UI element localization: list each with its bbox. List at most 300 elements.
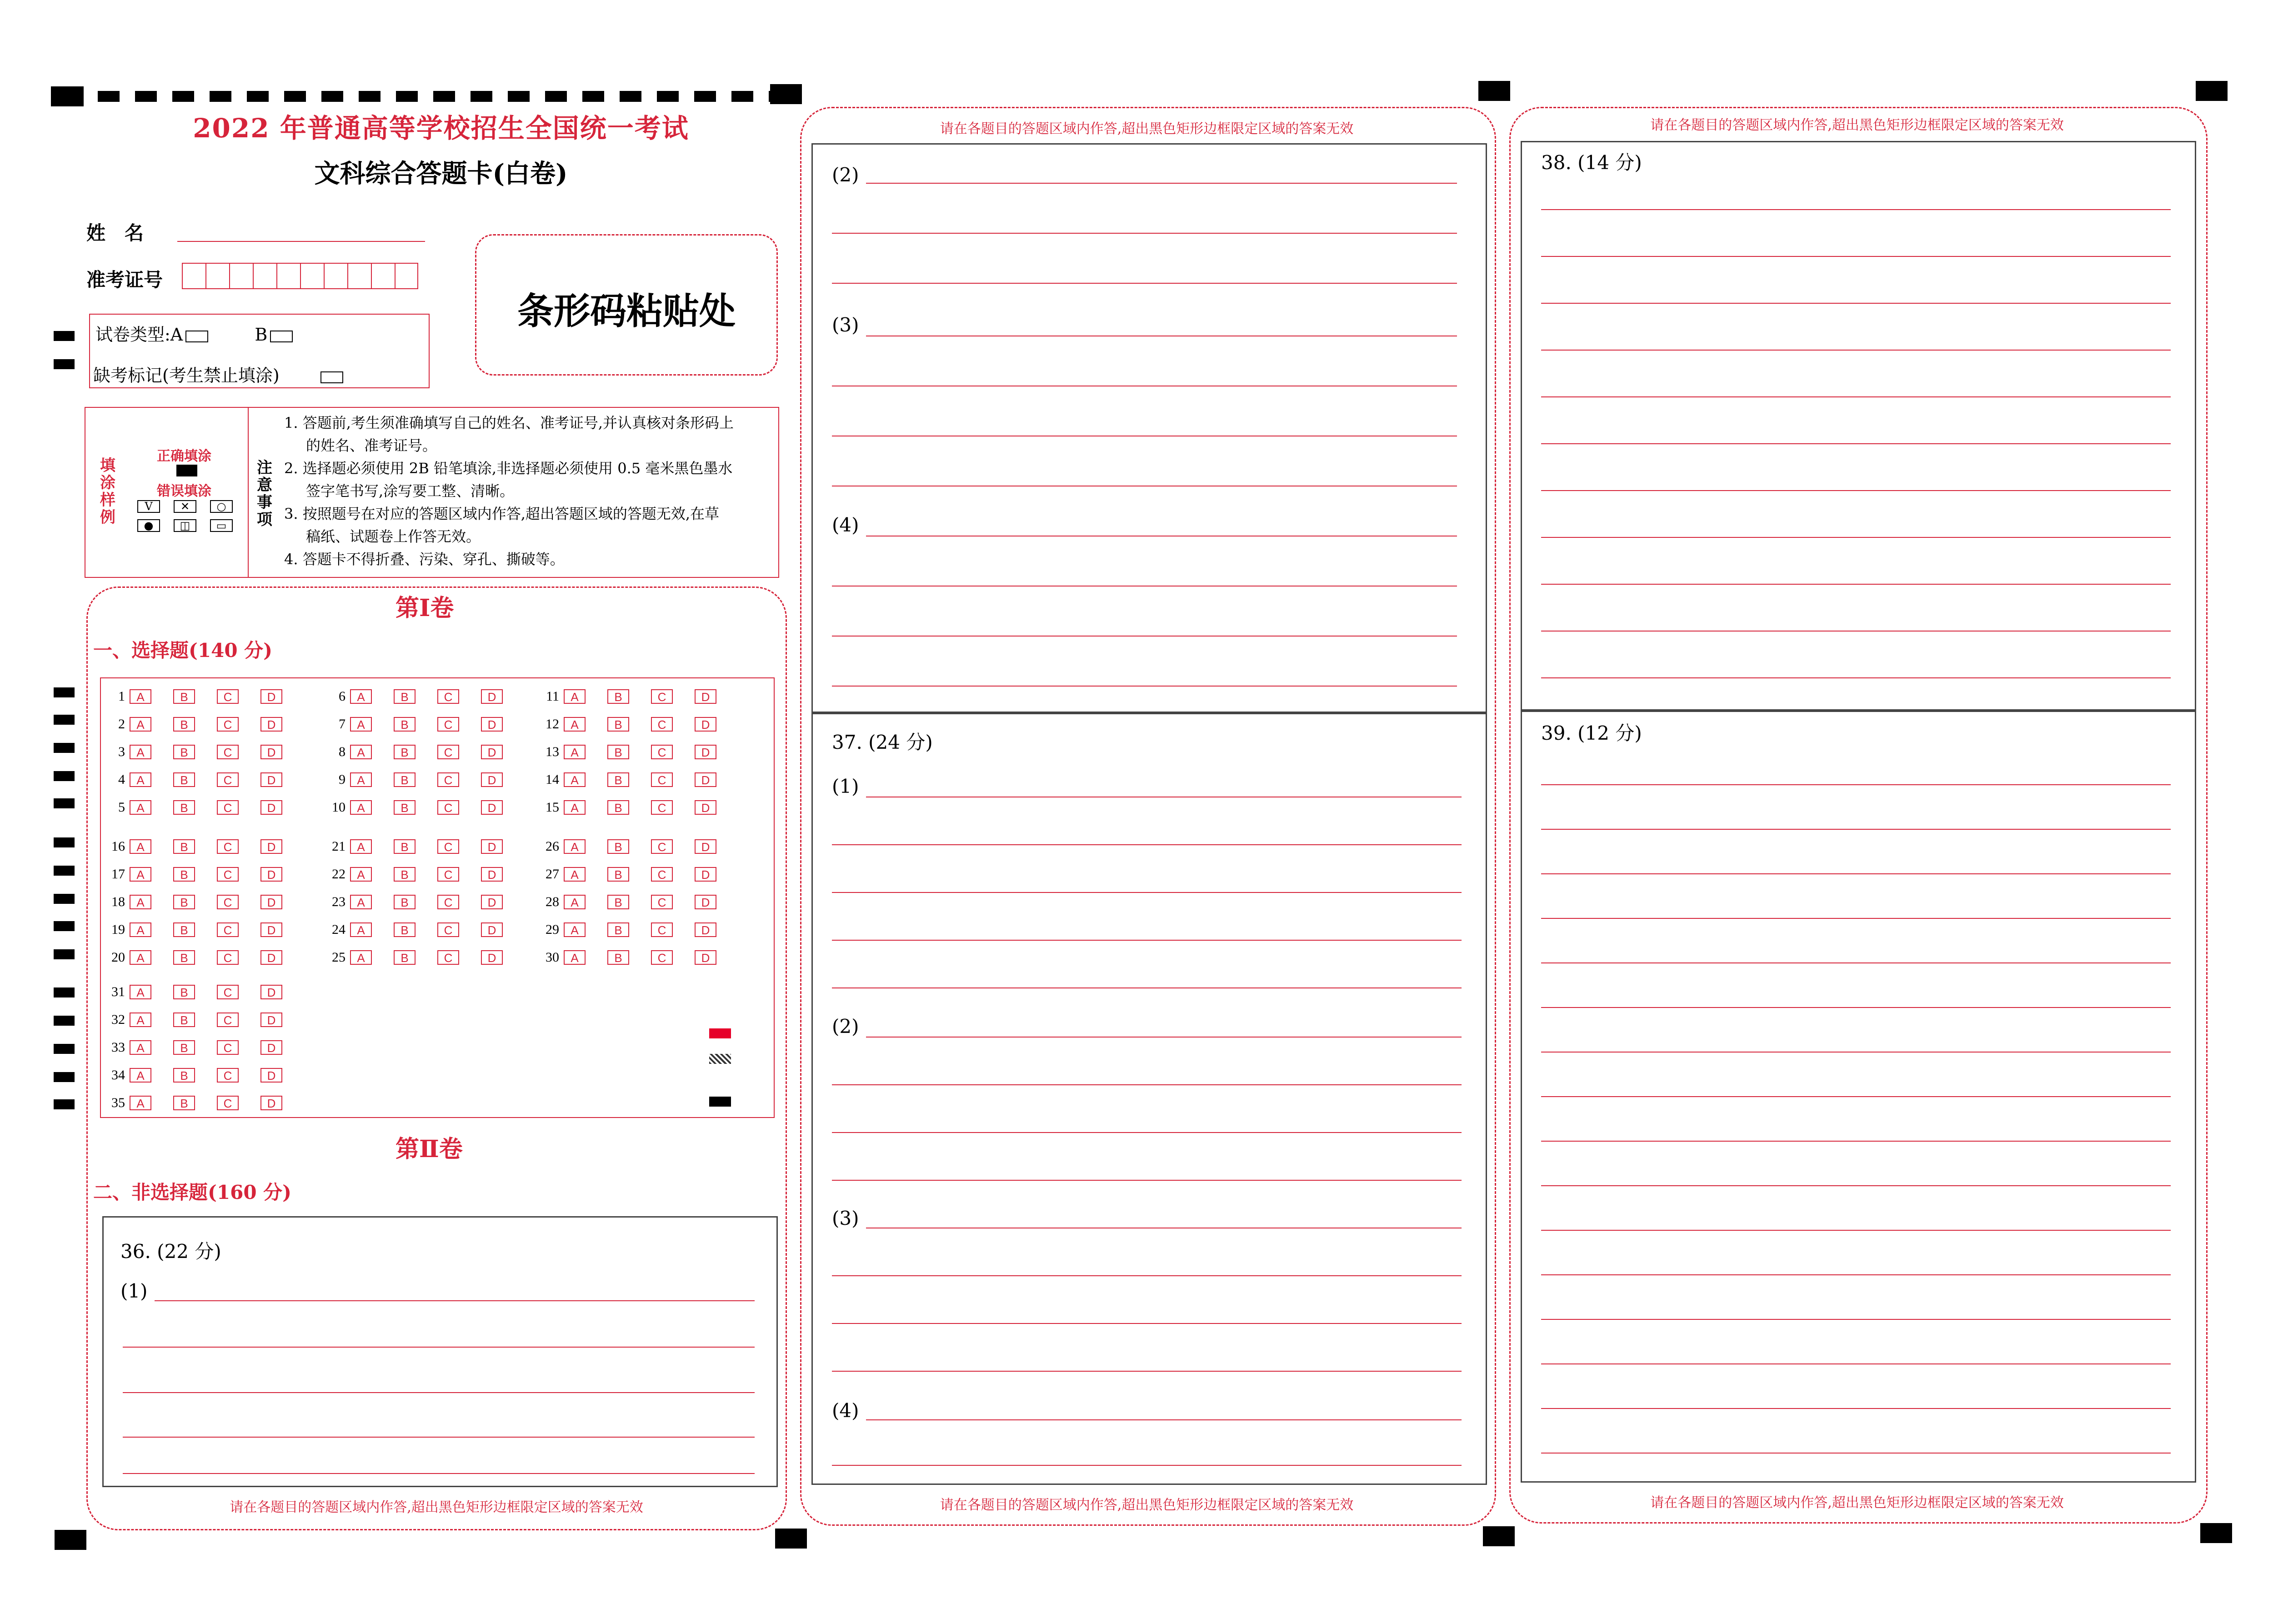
corner-mark-top-mid2 bbox=[1478, 81, 1510, 101]
mcq-question-row bbox=[98, 839, 304, 854]
mcq-option-bubble[interactable]: A bbox=[350, 895, 372, 909]
answer-line[interactable] bbox=[1541, 1141, 2171, 1142]
answer-line[interactable] bbox=[832, 1465, 1462, 1466]
mcq-question-row bbox=[318, 800, 525, 815]
mcq-option-bubble[interactable]: C bbox=[651, 922, 673, 937]
mcq-option-bubble[interactable]: A bbox=[130, 922, 151, 937]
mcq-option-bubble[interactable]: C bbox=[217, 800, 239, 815]
part2-section: 二、非选择题(160 分) bbox=[93, 1181, 292, 1203]
mcq-question-number: 29 bbox=[546, 922, 559, 937]
corner-mark-top-left bbox=[51, 86, 84, 106]
exam-title: 2022 年普通高等学校招生全国统一考试 bbox=[193, 113, 689, 144]
answer-line[interactable] bbox=[832, 636, 1457, 637]
mcq-option-bubble[interactable]: C bbox=[651, 800, 673, 815]
mcq-option-bubble[interactable]: D bbox=[260, 895, 282, 909]
answer-line[interactable] bbox=[866, 1037, 1462, 1038]
side-timing-mark bbox=[54, 687, 75, 697]
mcq-option-bubble[interactable]: D bbox=[260, 689, 282, 704]
mcq-option-bubble[interactable]: D bbox=[260, 985, 282, 999]
mcq-option-bubble[interactable]: A bbox=[564, 689, 586, 704]
mcq-option-bubble[interactable]: A bbox=[350, 867, 372, 882]
mcq-option-bubble[interactable]: B bbox=[394, 950, 416, 965]
notice-divider bbox=[248, 407, 249, 577]
mcq-option-bubble[interactable]: D bbox=[695, 689, 716, 704]
mcq-question-number: 33 bbox=[111, 1040, 125, 1055]
mcq-option-bubble[interactable]: B bbox=[394, 895, 416, 909]
mcq-option-bubble[interactable]: C bbox=[217, 1040, 239, 1055]
mcq-question-number: 8 bbox=[339, 744, 345, 759]
mcq-option-bubble[interactable]: C bbox=[217, 950, 239, 965]
mcq-option-bubble[interactable]: D bbox=[260, 1096, 282, 1110]
answer-line[interactable] bbox=[1541, 537, 2171, 538]
mcq-option-bubble[interactable]: B bbox=[394, 839, 416, 854]
notice-line-7: 4. 答题卡不得折叠、污染、穿孔、撕破等。 bbox=[284, 551, 565, 568]
answer-line[interactable] bbox=[1541, 1363, 2171, 1364]
mcq-question-number: 16 bbox=[111, 839, 125, 854]
mcq-option-bubble[interactable]: C bbox=[437, 922, 459, 937]
answer-line[interactable] bbox=[832, 686, 1457, 687]
side-timing-mark bbox=[54, 866, 75, 876]
mcq-option-bubble[interactable]: B bbox=[607, 895, 629, 909]
mcq-option-bubble[interactable]: D bbox=[695, 895, 716, 909]
mcq-option-bubble[interactable]: A bbox=[564, 867, 586, 882]
mcq-option-bubble[interactable]: C bbox=[651, 772, 673, 787]
mcq-option-bubble[interactable]: A bbox=[130, 1068, 151, 1083]
mcq-option-bubble[interactable]: C bbox=[217, 745, 239, 759]
mcq-option-bubble[interactable]: A bbox=[350, 950, 372, 965]
mcq-option-bubble[interactable]: D bbox=[695, 717, 716, 732]
mcq-option-bubble[interactable]: B bbox=[607, 745, 629, 759]
mcq-option-bubble[interactable]: D bbox=[481, 689, 503, 704]
mcq-option-bubble[interactable]: B bbox=[607, 922, 629, 937]
mcq-option-bubble[interactable]: D bbox=[260, 800, 282, 815]
mcq-option-bubble[interactable]: C bbox=[217, 772, 239, 787]
mcq-option-bubble[interactable]: D bbox=[695, 839, 716, 854]
mcq-option-bubble[interactable]: C bbox=[217, 895, 239, 909]
mcq-option-bubble[interactable]: D bbox=[695, 867, 716, 882]
mcq-option-bubble[interactable]: D bbox=[695, 800, 716, 815]
mcq-option-bubble[interactable]: C bbox=[651, 867, 673, 882]
mcq-option-bubble[interactable]: B bbox=[173, 839, 195, 854]
mcq-option-bubble[interactable]: A bbox=[130, 895, 151, 909]
paper-type-label: 试卷类型:A bbox=[95, 325, 183, 345]
mcq-option-bubble[interactable]: B bbox=[173, 1040, 195, 1055]
mcq-option-bubble[interactable]: A bbox=[350, 800, 372, 815]
fill-wrong-label: 错误填涂 bbox=[157, 483, 211, 499]
mcq-option-bubble[interactable]: A bbox=[564, 895, 586, 909]
mcq-option-bubble[interactable]: A bbox=[564, 950, 586, 965]
mcq-option-bubble[interactable]: A bbox=[350, 745, 372, 759]
mcq-option-bubble[interactable]: D bbox=[260, 922, 282, 937]
answer-line[interactable] bbox=[832, 844, 1462, 845]
answer-line[interactable] bbox=[832, 1275, 1462, 1276]
paper-type-a-box[interactable] bbox=[185, 331, 208, 342]
mcq-question-number: 21 bbox=[332, 839, 345, 854]
answer-line[interactable] bbox=[1541, 1052, 2171, 1053]
mcq-option-bubble[interactable]: A bbox=[130, 867, 151, 882]
mcq-option-bubble[interactable]: A bbox=[564, 745, 586, 759]
mcq-question-row bbox=[98, 744, 304, 760]
mcq-question-number: 6 bbox=[339, 689, 345, 704]
answer-line[interactable] bbox=[832, 1084, 1462, 1085]
mcq-option-bubble[interactable]: A bbox=[130, 717, 151, 732]
mcq-question-number: 15 bbox=[546, 800, 559, 815]
mcq-question-number: 19 bbox=[111, 922, 125, 937]
mcq-question-row bbox=[532, 867, 738, 882]
mcq-option-bubble[interactable]: C bbox=[437, 745, 459, 759]
mcq-option-bubble[interactable]: B bbox=[173, 950, 195, 965]
mcq-question-row bbox=[98, 984, 304, 1000]
mcq-option-bubble[interactable]: C bbox=[217, 1068, 239, 1083]
mcq-option-bubble[interactable]: B bbox=[394, 745, 416, 759]
mcq-option-bubble[interactable]: B bbox=[173, 867, 195, 882]
mcq-option-bubble[interactable]: B bbox=[173, 1012, 195, 1027]
answer-line[interactable] bbox=[1541, 1408, 2171, 1409]
paper-type-b-box[interactable] bbox=[270, 331, 293, 342]
mcq-option-bubble[interactable]: B bbox=[394, 772, 416, 787]
side-timing-mark bbox=[54, 921, 75, 931]
answer-line[interactable] bbox=[832, 940, 1462, 941]
answer-line[interactable] bbox=[1541, 303, 2171, 304]
answer-line[interactable] bbox=[832, 987, 1462, 988]
mcq-question-number: 25 bbox=[332, 950, 345, 965]
mcq-question-number: 14 bbox=[546, 772, 559, 787]
mcq-option-bubble[interactable]: A bbox=[564, 717, 586, 732]
mcq-option-bubble[interactable]: D bbox=[481, 867, 503, 882]
mcq-question-row bbox=[318, 894, 525, 910]
fill-sample-side-label: 填涂样例 bbox=[100, 456, 115, 526]
mcq-option-bubble[interactable]: B bbox=[173, 800, 195, 815]
mcq-option-bubble[interactable]: D bbox=[481, 839, 503, 854]
mcq-option-bubble[interactable]: D bbox=[260, 867, 282, 882]
mcq-option-bubble[interactable]: D bbox=[481, 895, 503, 909]
q36-sub1: (1) bbox=[120, 1280, 148, 1302]
answer-line[interactable] bbox=[1541, 829, 2171, 830]
q38-title: 38. (14 分) bbox=[1541, 151, 1642, 174]
mcq-option-bubble[interactable]: B bbox=[607, 772, 629, 787]
mcq-option-bubble[interactable]: D bbox=[695, 950, 716, 965]
mcq-option-bubble[interactable]: D bbox=[260, 839, 282, 854]
answer-line[interactable] bbox=[1541, 1185, 2171, 1186]
mcq-option-bubble[interactable]: B bbox=[607, 839, 629, 854]
mcq-option-bubble[interactable]: D bbox=[695, 745, 716, 759]
mcq-question-number: 3 bbox=[118, 744, 125, 759]
mcq-question-row bbox=[532, 772, 738, 787]
answer-line[interactable] bbox=[1541, 350, 2171, 351]
mcq-option-bubble[interactable]: C bbox=[651, 950, 673, 965]
answer-line[interactable] bbox=[1541, 1230, 2171, 1231]
mcq-option-bubble[interactable]: D bbox=[481, 717, 503, 732]
mcq-option-bubble[interactable]: D bbox=[481, 800, 503, 815]
mcq-option-bubble[interactable]: D bbox=[481, 772, 503, 787]
mcq-question-number: 7 bbox=[339, 717, 345, 732]
q36-title: 36. (22 分) bbox=[120, 1240, 221, 1263]
mcq-option-bubble[interactable]: C bbox=[217, 839, 239, 854]
mcq-option-bubble[interactable]: D bbox=[695, 922, 716, 937]
mcq-question-row bbox=[532, 922, 738, 937]
answer-line[interactable] bbox=[155, 1300, 755, 1301]
answer-line[interactable] bbox=[1541, 631, 2171, 632]
mcq-question-row bbox=[532, 744, 738, 760]
mcq-option-bubble[interactable]: C bbox=[437, 717, 459, 732]
barcode-label: 条形码粘贴处 bbox=[517, 290, 736, 332]
q36-sub3: (3) bbox=[832, 314, 859, 336]
q36-cont-box bbox=[811, 143, 1487, 714]
notice-line-2: 的姓名、准考证号。 bbox=[306, 437, 437, 454]
mcq-option-bubble[interactable]: B bbox=[607, 800, 629, 815]
mcq-option-bubble[interactable]: D bbox=[481, 950, 503, 965]
mcq-option-bubble[interactable]: A bbox=[350, 717, 372, 732]
mcq-option-bubble[interactable]: B bbox=[607, 950, 629, 965]
answer-line[interactable] bbox=[832, 1180, 1462, 1181]
mcq-question-row bbox=[318, 744, 525, 760]
mcq-question-row bbox=[532, 950, 738, 965]
mcq-question-row bbox=[532, 800, 738, 815]
answer-line[interactable] bbox=[1541, 396, 2171, 397]
mcq-question-row bbox=[98, 800, 304, 815]
mcq-option-bubble[interactable]: B bbox=[394, 867, 416, 882]
mcq-option-bubble[interactable]: A bbox=[564, 922, 586, 937]
answer-line[interactable] bbox=[1541, 1319, 2171, 1320]
mcq-question-row bbox=[98, 950, 304, 965]
mcq-option-bubble[interactable]: C bbox=[651, 689, 673, 704]
mcq-option-bubble[interactable]: A bbox=[130, 689, 151, 704]
mcq-option-bubble[interactable]: D bbox=[260, 717, 282, 732]
answer-line[interactable] bbox=[1541, 677, 2171, 678]
mcq-option-bubble[interactable]: D bbox=[481, 922, 503, 937]
fill-wrong-row2 bbox=[137, 519, 233, 532]
q36-sub2: (2) bbox=[832, 164, 859, 186]
mcq-question-row bbox=[532, 894, 738, 910]
answer-line[interactable] bbox=[1541, 1453, 2171, 1454]
mcq-question-row bbox=[318, 867, 525, 882]
part1-section: 一、选择题(140 分) bbox=[93, 639, 273, 662]
corner-mark-bottom-right bbox=[2200, 1523, 2232, 1543]
q38-box bbox=[1521, 141, 2196, 712]
q37-sub2: (2) bbox=[832, 1015, 859, 1038]
answer-line[interactable] bbox=[832, 1132, 1462, 1133]
answer-line[interactable] bbox=[832, 283, 1457, 284]
mcq-option-bubble[interactable]: A bbox=[564, 772, 586, 787]
side-timing-mark bbox=[54, 1072, 75, 1082]
mcq-option-bubble[interactable]: A bbox=[350, 839, 372, 854]
mcq-option-bubble[interactable]: A bbox=[350, 689, 372, 704]
mcq-option-bubble[interactable]: B bbox=[173, 772, 195, 787]
answer-line[interactable] bbox=[123, 1437, 755, 1438]
mcq-option-bubble[interactable]: C bbox=[217, 922, 239, 937]
q37-sub4: (4) bbox=[832, 1399, 859, 1422]
mcq-option-bubble[interactable]: A bbox=[130, 800, 151, 815]
footer-note-left: 请在各题目的答题区域内作答,超出黑色矩形边框限定区域的答案无效 bbox=[230, 1499, 643, 1515]
absent-row bbox=[93, 361, 343, 386]
mcq-option-bubble[interactable]: B bbox=[607, 867, 629, 882]
mcq-option-bubble[interactable]: C bbox=[437, 895, 459, 909]
side-timing-mark bbox=[54, 837, 75, 847]
mcq-option-bubble[interactable]: A bbox=[130, 985, 151, 999]
mcq-option-bubble[interactable]: A bbox=[130, 745, 151, 759]
mcq-option-bubble[interactable]: C bbox=[651, 839, 673, 854]
notice-line-3: 2. 选择题必须使用 2B 铅笔填涂,非选择题必须使用 0.5 毫米黑色墨水 bbox=[284, 460, 733, 477]
corner-mark-top-mid bbox=[770, 84, 802, 104]
answer-line[interactable] bbox=[1541, 490, 2171, 491]
card-subtitle: 文科综合答题卡(白卷) bbox=[314, 159, 568, 189]
mcq-option-bubble[interactable]: B bbox=[173, 1068, 195, 1083]
mcq-question-number: 4 bbox=[118, 772, 125, 787]
name-label: 姓 名 bbox=[86, 222, 144, 244]
mcq-option-bubble[interactable]: C bbox=[437, 772, 459, 787]
mcq-option-bubble[interactable]: C bbox=[437, 839, 459, 854]
answer-line[interactable] bbox=[1541, 962, 2171, 963]
answer-line[interactable] bbox=[1541, 1274, 2171, 1275]
mcq-question-row bbox=[98, 1012, 304, 1028]
mcq-option-bubble[interactable]: B bbox=[394, 689, 416, 704]
wrong-mark-4: ● bbox=[137, 519, 160, 532]
mcq-option-bubble[interactable]: C bbox=[651, 717, 673, 732]
answer-line[interactable] bbox=[866, 1419, 1462, 1420]
mcq-option-bubble[interactable]: C bbox=[437, 950, 459, 965]
mcq-option-bubble[interactable]: A bbox=[130, 772, 151, 787]
mcq-option-bubble[interactable]: A bbox=[564, 839, 586, 854]
mcq-option-bubble[interactable]: B bbox=[394, 717, 416, 732]
mcq-option-bubble[interactable]: C bbox=[217, 1096, 239, 1110]
mcq-question-number: 30 bbox=[546, 950, 559, 965]
notice-text bbox=[284, 411, 771, 571]
mcq-option-bubble[interactable]: D bbox=[481, 745, 503, 759]
paper-type-b-label: B bbox=[255, 325, 268, 345]
answer-line[interactable] bbox=[1541, 784, 2171, 785]
answer-line[interactable] bbox=[1541, 256, 2171, 257]
wrong-mark-1: V bbox=[137, 500, 160, 513]
mcq-question-row bbox=[98, 894, 304, 910]
footer-note-mid-top: 请在各题目的答题区域内作答,超出黑色矩形边框限定区域的答案无效 bbox=[940, 121, 1354, 137]
side-timing-mark bbox=[54, 715, 75, 725]
mcq-question-row bbox=[318, 689, 525, 704]
mcq-option-bubble[interactable]: C bbox=[651, 745, 673, 759]
mcq-question-row bbox=[318, 950, 525, 965]
answer-line[interactable] bbox=[1541, 584, 2171, 585]
mcq-option-bubble[interactable]: B bbox=[394, 922, 416, 937]
part1-title: 第Ⅰ卷 bbox=[396, 594, 454, 622]
mcq-option-bubble[interactable]: C bbox=[217, 867, 239, 882]
answer-line[interactable] bbox=[1541, 443, 2171, 444]
mcq-option-bubble[interactable]: A bbox=[130, 1096, 151, 1110]
answer-line[interactable] bbox=[1541, 873, 2171, 874]
answer-line[interactable] bbox=[832, 1323, 1462, 1324]
absent-box[interactable] bbox=[320, 371, 343, 383]
answer-line[interactable] bbox=[832, 1371, 1462, 1372]
mcq-option-bubble[interactable]: C bbox=[217, 985, 239, 999]
mcq-option-bubble[interactable]: C bbox=[651, 895, 673, 909]
mcq-option-bubble[interactable]: D bbox=[260, 950, 282, 965]
side-timing-mark bbox=[54, 331, 75, 341]
mcq-option-bubble[interactable]: C bbox=[217, 717, 239, 732]
mcq-option-bubble[interactable]: B bbox=[173, 745, 195, 759]
mcq-option-bubble[interactable]: D bbox=[260, 1068, 282, 1083]
mcq-option-bubble[interactable]: C bbox=[437, 867, 459, 882]
answer-line[interactable] bbox=[1541, 1096, 2171, 1097]
wrong-mark-2: ✕ bbox=[174, 500, 196, 513]
mcq-option-bubble[interactable]: B bbox=[173, 985, 195, 999]
q36-sub4: (4) bbox=[832, 514, 859, 536]
mcq-question-number: 1 bbox=[118, 689, 125, 704]
mcq-option-bubble[interactable]: D bbox=[260, 745, 282, 759]
notice-line-1: 1. 答题前,考生须准确填写自己的姓名、准考证号,并认真核对条形码上 bbox=[284, 414, 734, 431]
mcq-option-bubble[interactable]: D bbox=[260, 772, 282, 787]
paper-type-row bbox=[95, 321, 293, 346]
mcq-question-number: 18 bbox=[111, 894, 125, 909]
mcq-question-number: 28 bbox=[546, 894, 559, 909]
answer-line[interactable] bbox=[1541, 209, 2171, 210]
name-input-line[interactable] bbox=[177, 241, 425, 242]
mcq-option-bubble[interactable]: D bbox=[695, 772, 716, 787]
mcq-question-row bbox=[98, 1068, 304, 1083]
mcq-option-bubble[interactable]: B bbox=[173, 895, 195, 909]
mcq-option-bubble[interactable]: A bbox=[564, 800, 586, 815]
answer-line[interactable] bbox=[123, 1392, 755, 1393]
mcq-question-row bbox=[98, 689, 304, 704]
q39-title: 39. (12 分) bbox=[1541, 722, 1642, 744]
mcq-question-row bbox=[532, 839, 738, 854]
mcq-question-number: 26 bbox=[546, 839, 559, 854]
mcq-question-number: 31 bbox=[111, 984, 125, 999]
mcq-option-bubble[interactable]: A bbox=[350, 772, 372, 787]
mcq-option-bubble[interactable]: B bbox=[173, 689, 195, 704]
mcq-option-bubble[interactable]: C bbox=[217, 689, 239, 704]
wrong-mark-3: ○ bbox=[210, 500, 233, 513]
mcq-option-bubble[interactable]: A bbox=[130, 1012, 151, 1027]
mcq-option-bubble[interactable]: A bbox=[130, 950, 151, 965]
absent-label: 缺考标记(考生禁止填涂) bbox=[93, 366, 280, 386]
answer-line[interactable] bbox=[832, 892, 1462, 893]
mcq-option-bubble[interactable]: A bbox=[130, 1040, 151, 1055]
mcq-question-number: 23 bbox=[332, 894, 345, 909]
answer-line[interactable] bbox=[1541, 918, 2171, 919]
corner-mark-top-right bbox=[2196, 81, 2228, 101]
mcq-option-bubble[interactable]: C bbox=[437, 689, 459, 704]
side-timing-mark bbox=[54, 1044, 75, 1054]
side-timing-mark bbox=[54, 894, 75, 904]
mcq-option-bubble[interactable]: B bbox=[607, 689, 629, 704]
answer-line[interactable] bbox=[1541, 1007, 2171, 1008]
mcq-option-bubble[interactable]: C bbox=[217, 1012, 239, 1027]
zkz-cells[interactable] bbox=[182, 263, 418, 289]
mcq-option-bubble[interactable]: C bbox=[437, 800, 459, 815]
mcq-option-bubble[interactable]: B bbox=[394, 800, 416, 815]
answer-line[interactable] bbox=[866, 183, 1457, 184]
side-timing-mark bbox=[54, 771, 75, 781]
mcq-option-bubble[interactable]: D bbox=[260, 1012, 282, 1027]
mcq-option-bubble[interactable]: A bbox=[130, 839, 151, 854]
mcq-question-number: 24 bbox=[332, 922, 345, 937]
answer-line[interactable] bbox=[832, 233, 1457, 234]
wrong-mark-6: ▭ bbox=[210, 519, 233, 532]
mcq-question-row bbox=[318, 772, 525, 787]
mcq-option-bubble[interactable]: D bbox=[260, 1040, 282, 1055]
mcq-option-bubble[interactable]: B bbox=[607, 717, 629, 732]
footer-note-right-top: 请在各题目的答题区域内作答,超出黑色矩形边框限定区域的答案无效 bbox=[1650, 117, 2064, 133]
mcq-option-bubble[interactable]: B bbox=[173, 717, 195, 732]
mcq-option-bubble[interactable]: B bbox=[173, 1096, 195, 1110]
answer-line[interactable] bbox=[123, 1347, 755, 1348]
mcq-option-bubble[interactable]: A bbox=[350, 922, 372, 937]
mcq-question-number: 35 bbox=[111, 1095, 125, 1110]
notice-side-label: 注意事项 bbox=[257, 459, 272, 529]
mcq-question-row bbox=[318, 717, 525, 732]
mcq-question-number: 2 bbox=[118, 717, 125, 732]
side-timing-mark bbox=[54, 743, 75, 753]
answer-line[interactable] bbox=[123, 1473, 755, 1474]
mcq-option-bubble[interactable]: B bbox=[173, 922, 195, 937]
